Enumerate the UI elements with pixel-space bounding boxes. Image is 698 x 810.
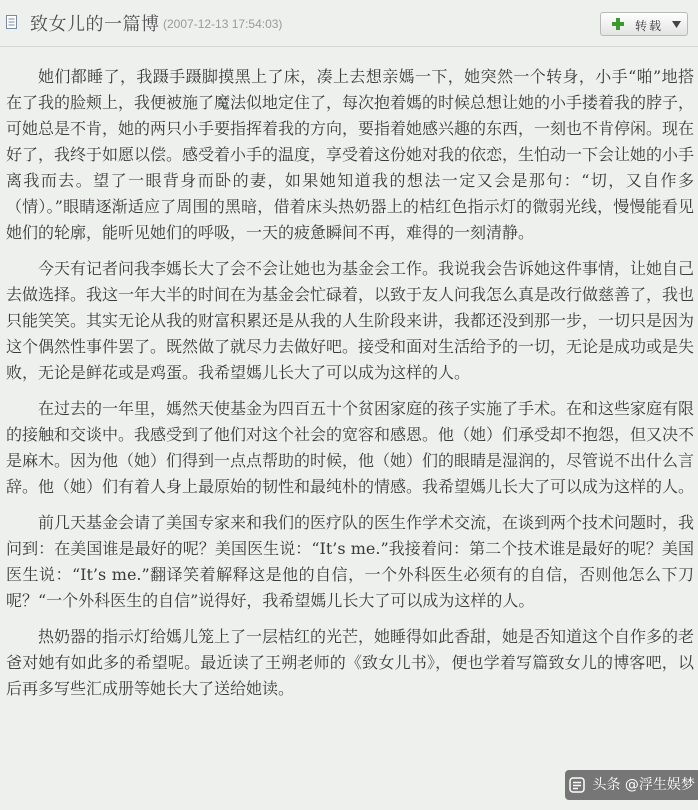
- toutiao-icon: [569, 777, 585, 793]
- post-header: [0, 0, 698, 46]
- header-divider: [0, 46, 698, 47]
- paragraph: 在过去的一年里，媽然天使基金为四百五十个贫困家庭的孩子实施了手术。在和这些家庭有限的接触和交谈中。我感受到了他们对这个社会的宽容和感恩。他（她）们承受却不抱怨，但又决不是麻木。因为他（她）们得到一点点帮助的时候，他（她）们的眼睛是湿润的，尽管说不出什么言辞。他（她）们有着人身上最原始的韧性和最纯朴的情感。我希望媽儿长大了可以成为这样的人。: [6, 399, 695, 496]
- article-body: [6, 64, 694, 712]
- post-timestamp: (2007-12-13 17:54:03): [163, 17, 283, 31]
- repost-label: 转载: [635, 19, 664, 33]
- plus-icon: [611, 17, 625, 31]
- watermark-text: 头条 @浮生娱梦: [592, 777, 695, 793]
- paragraph: 今天有记者问我李媽长大了会不会让她也为基金会工作。我说我会告诉她这件事情，让她自己去做选择。我这一年大半的时间在为基金会忙碌着，以致于友人问我怎么真是改行做慈善了，我也只能笑笑。其实无论从我的财富积累还是从我的人生阶段来讲，我都还没到那一步，一切只是因为这个偶然性事件罢了。既然做了就尽力去做好吧。接受和面对生活给予的一切，无论是成功或是失败，无论是鲜花或是鸡蛋。我希望媽儿长大了可以成为这样的人。: [6, 259, 695, 382]
- paragraph: 热奶器的指示灯给媽儿笼上了一层桔红的光芒，她睡得如此香甜，她是否知道这个自作多的老爸对她有如此多的希望呢。最近读了王朔老师的《致女儿书》，便也学着写篇致女儿的博客吧，以后再多写些汇成册等她长大了送给她读。: [6, 627, 695, 698]
- paragraph: 她们都睡了，我蹑手蹑脚摸黑上了床，凑上去想亲媽一下，她突然一个转身，小手“啪”地搭在了我的脸颊上，我便被施了魔法似地定住了，每次抱着媽的时候总想让她的小手搂着我的脖子，可她总是不肯，她的两只小手要指挥着我的方向，要指着她感兴趣的东西，一刻也不肯停闲。现在好了，我终于如愿以偿。感受着小手的温度，享受着这份她对我的依恋，生怕动一下会让她的小手离我而去。望了一眼背身而卧的妻，如果她知道我的想法一定又会是那句：“切，又自作多（情）。”眼睛逐渐适应了周围的黑暗，借着床头热奶器上的桔红色指示灯的微弱光线，慢慢能看见她们的轮廓，能听见她们的呼吸，一天的疲惫瞬间不再，难得的一刻清静。: [6, 67, 695, 242]
- post-title: 致女儿的一篇博: [30, 14, 160, 35]
- watermark: [565, 770, 698, 800]
- document-icon: [6, 15, 17, 29]
- repost-button[interactable]: [600, 12, 688, 36]
- paragraph: 前几天基金会请了美国专家来和我们的医疗队的医生作学术交流，在谈到两个技术问题时，我问到：在美国谁是最好的呢？美国医生说：“It’s me.”我接着问：第二个技术谁是最好的呢？美国医生说：“It’s me.”翻译笑着解释这是他的自信，一个外科医生必须有的自信，否则他怎么下刀呢？“一个外科医生的自信”说得好，我希望媽儿长大了可以成为这样的人。: [6, 513, 695, 610]
- chevron-down-icon: [672, 21, 681, 28]
